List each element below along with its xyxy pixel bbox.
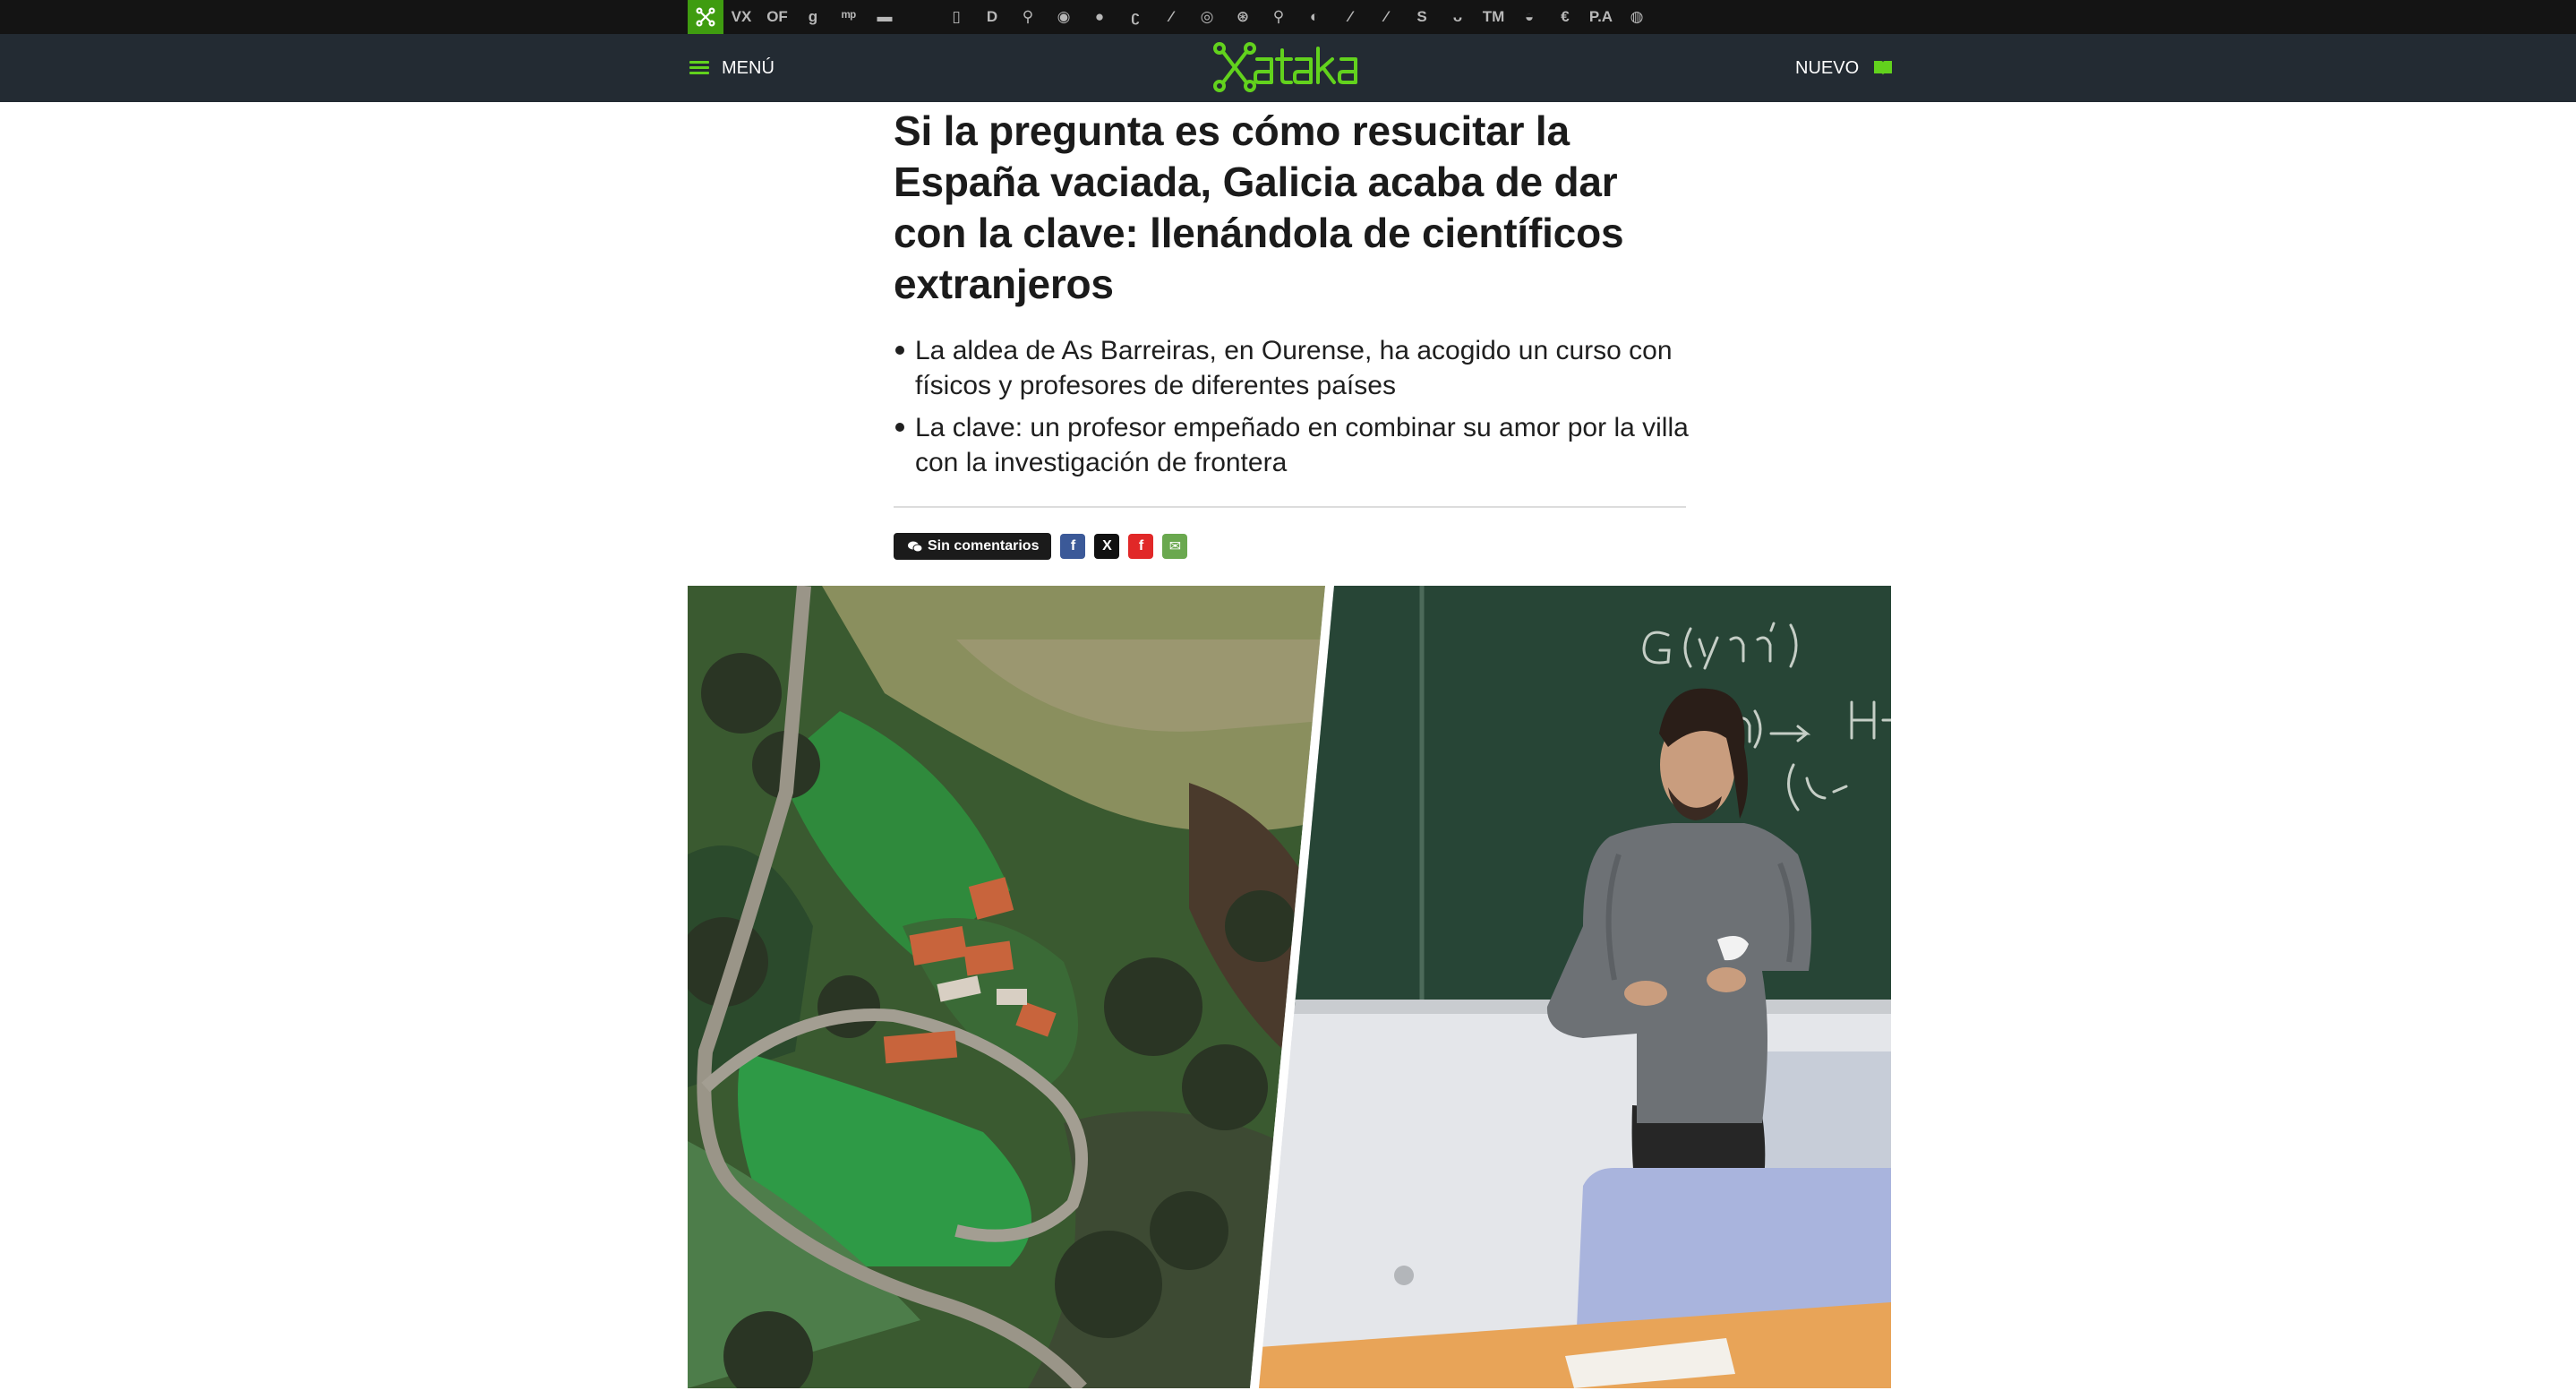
site-25-icon-label: ◍ xyxy=(1630,8,1644,25)
article-title: Si la pregunta es cómo resucitar la España vaciada, Galicia acaba de dar con la clave: llenándola de científicos extranjeros xyxy=(894,107,1624,307)
summary-text: La clave: un profesor empeñado en combinar su amor por la villa con la investigación de frontera xyxy=(915,413,1689,477)
menu-label: MENÚ xyxy=(722,57,775,78)
comments-icon xyxy=(908,541,922,553)
tm-logo[interactable] xyxy=(1476,0,1511,34)
site-18-icon[interactable] xyxy=(1368,0,1404,34)
euro-icon-label: € xyxy=(1561,8,1570,25)
xataka-network-icon xyxy=(695,6,716,28)
article-summary xyxy=(894,333,1690,487)
of-logo[interactable] xyxy=(759,0,795,34)
share-flipboard-button[interactable] xyxy=(1128,534,1153,559)
d-logo-label: D xyxy=(986,8,998,25)
site-18-icon-label: ⁄ xyxy=(1384,8,1388,25)
site-3-icon-label: ɡ xyxy=(808,8,818,25)
bullet-icon xyxy=(895,346,904,355)
xataka-network-icon[interactable] xyxy=(688,0,723,34)
pin-icon[interactable] xyxy=(1261,0,1297,34)
s-logo[interactable] xyxy=(1404,0,1440,34)
tm-logo-label: TM xyxy=(1482,8,1505,25)
lecturer-photo xyxy=(1252,586,1891,1388)
site-5-icon[interactable] xyxy=(867,0,903,34)
site-9-icon[interactable] xyxy=(1046,0,1082,34)
email-icon: ✉ xyxy=(1168,539,1182,554)
site-12-icon-label: ⁄ xyxy=(1169,8,1173,25)
hamburger-icon xyxy=(689,61,709,75)
flipboard-icon: f xyxy=(1138,538,1144,554)
site-20-icon[interactable] xyxy=(1440,0,1476,34)
comments-label: Sin comentarios xyxy=(928,538,1040,554)
summary-item xyxy=(894,333,1690,403)
book-icon xyxy=(1873,60,1893,76)
share-facebook-button[interactable] xyxy=(1060,534,1085,559)
comments-button[interactable] xyxy=(894,533,1051,560)
site-10-icon[interactable] xyxy=(1082,0,1117,34)
site-14-icon[interactable] xyxy=(1225,0,1261,34)
pin-icon-label: ⚲ xyxy=(1272,8,1285,25)
site-17-icon-label: ⁄ xyxy=(1348,8,1352,25)
summary-text: La aldea de As Barreiras, en Ourense, ha acogido un curso con físicos y profesores de diferentes países xyxy=(915,336,1673,400)
site-3-icon[interactable] xyxy=(795,0,831,34)
d-logo[interactable] xyxy=(974,0,1010,34)
euro-icon[interactable] xyxy=(1547,0,1583,34)
site-14-icon-label: ⊛ xyxy=(1236,8,1250,25)
pa-logo[interactable] xyxy=(1583,0,1619,34)
network-sites xyxy=(688,0,1655,34)
site-13-icon-label: ◎ xyxy=(1200,8,1214,25)
site-4-icon[interactable] xyxy=(831,0,867,34)
xataka-logo[interactable] xyxy=(1211,39,1368,95)
share-x-button[interactable] xyxy=(1094,534,1119,559)
pa-logo-label: P.A xyxy=(1588,8,1613,25)
site-22-icon-label: ◒ xyxy=(1524,8,1535,25)
facebook-icon: f xyxy=(1070,538,1076,554)
site-16-icon-label: ◐ xyxy=(1309,8,1320,25)
site-16-icon[interactable] xyxy=(1297,0,1332,34)
site-10-icon-label: ● xyxy=(1094,8,1105,25)
menu-button[interactable] xyxy=(689,34,775,102)
phone-icon-label: ▯ xyxy=(952,8,961,25)
site-12-icon[interactable] xyxy=(1153,0,1189,34)
summary-item xyxy=(894,410,1690,480)
article-tools xyxy=(894,533,1187,560)
new-label: NUEVO xyxy=(1795,57,1860,78)
new-button[interactable] xyxy=(1795,34,1893,102)
site-4-icon-label: ᵐᵖ xyxy=(841,8,857,25)
site-25-icon[interactable] xyxy=(1619,0,1655,34)
of-logo-label: OF xyxy=(766,8,788,25)
vx-logo-label: VX xyxy=(731,8,752,25)
site-11-icon-label: ʗ xyxy=(1131,8,1140,25)
runner-icon[interactable] xyxy=(1010,0,1046,34)
s-logo-label: S xyxy=(1416,8,1427,25)
divider xyxy=(894,506,1686,508)
hero-image xyxy=(688,586,1891,1388)
main-header xyxy=(0,34,2576,102)
apple-icon[interactable] xyxy=(903,0,938,34)
site-20-icon-label: ᴗ xyxy=(1452,8,1463,25)
phone-icon[interactable] xyxy=(938,0,974,34)
bullet-icon xyxy=(895,423,904,432)
aerial-village-photo xyxy=(688,586,1332,1388)
site-11-icon[interactable] xyxy=(1117,0,1153,34)
x-icon: X xyxy=(1102,538,1112,554)
network-bar xyxy=(0,0,2576,34)
site-9-icon-label: ◉ xyxy=(1057,8,1071,25)
site-17-icon[interactable] xyxy=(1332,0,1368,34)
runner-icon-label: ⚲ xyxy=(1022,8,1034,25)
share-email-button[interactable] xyxy=(1162,534,1187,559)
vx-logo[interactable] xyxy=(723,0,759,34)
site-5-icon-label: ▬ xyxy=(877,8,893,25)
site-13-icon[interactable] xyxy=(1189,0,1225,34)
site-22-icon[interactable] xyxy=(1511,0,1547,34)
